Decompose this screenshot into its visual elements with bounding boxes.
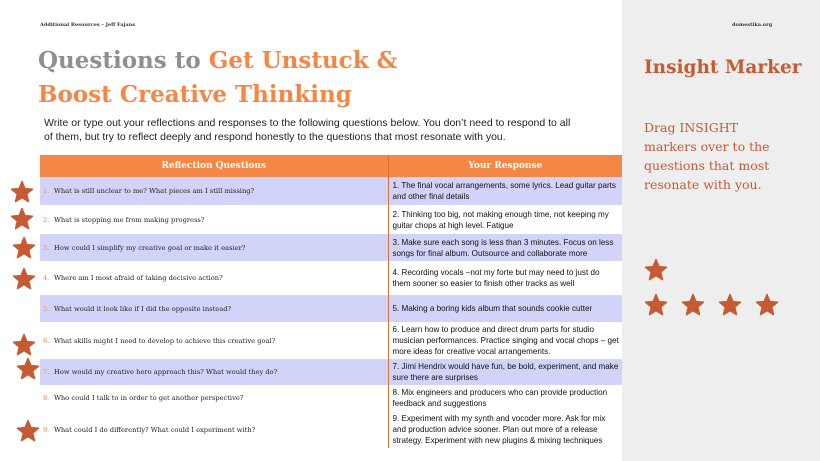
question-cell [40, 234, 388, 261]
column-header-questions: Reflection Questions [40, 155, 388, 177]
page-title [38, 44, 397, 112]
response-cell[interactable]: 8. Mix engineers and producers who can provide production feedback and suggestions [388, 385, 622, 411]
response-cell[interactable]: 7. Jimi Hendrix would have fun, be bold, experiment, and make sure there are surprises [388, 359, 622, 385]
response-cell[interactable]: 5. Making a boring kids album that sounds cookie cutter [388, 295, 622, 322]
header-resource-label: Additional Resources – Jeff Fajans [40, 22, 136, 28]
insight-star-icon[interactable] [10, 207, 34, 231]
question-text: What could I do differently? What could I experiment with? [54, 425, 256, 434]
question-number: 5. [43, 304, 50, 313]
insight-star-icon[interactable] [681, 293, 705, 317]
insight-star-icon[interactable] [718, 293, 742, 317]
question-text: Who could I talk to in order to get another perspective? [54, 394, 244, 402]
table-row [40, 261, 622, 295]
table-row [40, 295, 622, 322]
question-cell [40, 359, 388, 385]
reflection-table [40, 155, 622, 448]
title-part-3: Boost Creative Thinking [38, 81, 352, 108]
question-cell [40, 295, 388, 322]
table-row [40, 322, 622, 359]
table-row [40, 177, 622, 205]
question-number: 8. [43, 394, 50, 402]
insight-star-icon[interactable] [12, 236, 36, 260]
question-number: 3. [43, 243, 50, 252]
question-number: 7. [43, 368, 50, 376]
title-part-2: Get Unstuck & [208, 47, 398, 74]
table-row [40, 411, 622, 448]
response-cell[interactable]: 1. The final vocal arrangements, some lyrics. Lead guitar parts and other final details [388, 177, 622, 205]
table-row [40, 205, 622, 234]
question-text: What skills might I need to develop to achieve this creative goal? [54, 336, 276, 345]
insight-star-icon[interactable] [12, 267, 36, 291]
question-cell [40, 177, 388, 205]
question-text: What is still unclear to me? What pieces am I still missing? [54, 187, 255, 195]
table-row [40, 234, 622, 261]
question-number: 2. [43, 215, 50, 224]
response-cell[interactable]: 6. Learn how to produce and direct drum parts for studio musician performances. Practice singing and vocal chops – get more ideas for creative vocal arrangements. [388, 322, 622, 359]
table-row [40, 385, 622, 411]
column-header-response: Your Response [388, 155, 622, 177]
question-text: How would my creative hero approach this? What would they do? [54, 368, 278, 376]
question-cell [40, 411, 388, 448]
intro-text: Write or type out your reflections and responses to the following questions below. You don’t need to respond to all of them, but try to reflect deeply and respond honestly to the questions that most resonate with you. [44, 117, 571, 143]
question-text: How could I simplify my creative goal or make it easier? [54, 243, 246, 252]
question-cell [40, 261, 388, 295]
question-cell [40, 322, 388, 359]
insight-star-icon[interactable] [755, 293, 779, 317]
question-cell [40, 385, 388, 411]
insight-star-icon[interactable] [12, 333, 36, 357]
insight-star-icon[interactable] [16, 357, 40, 381]
question-cell [40, 205, 388, 234]
insight-marker-title: Insight Marker [644, 57, 802, 78]
question-number: 6. [43, 336, 50, 345]
response-cell[interactable]: 9. Experiment with my synth and vocoder more. Ask for mix and production advice sooner. Plan out more of a release strategy. Experiment with new plugins & mixing techniques [388, 411, 622, 448]
question-text: What is stopping me from making progress? [54, 215, 205, 224]
response-cell[interactable]: 2. Thinking too big, not making enough time, not keeping my guitar chops at high level. Fatigue [388, 205, 622, 234]
question-text: What would it look like if I did the opposite instead? [54, 304, 232, 313]
header-site-label: domestika.org [732, 22, 773, 28]
insight-star-icon[interactable] [644, 258, 668, 282]
question-number: 4. [43, 274, 50, 282]
insight-star-icon[interactable] [644, 293, 668, 317]
table-header-row [40, 155, 622, 177]
question-number: 1. [43, 187, 50, 195]
question-number: 9. [43, 425, 50, 434]
response-cell[interactable]: 4. Recording vocals –not my forte but may need to just do them sooner so easier to finish other tracks as well [388, 261, 622, 295]
title-part-1: Questions to [38, 47, 209, 74]
question-text: Where am I most afraid of taking decisive action? [54, 274, 223, 282]
table-row [40, 359, 622, 385]
response-cell[interactable]: 3. Make sure each song is less than 3 minutes. Focus on less songs for final album. Outsource and collaborate more [388, 234, 622, 261]
insight-star-icon[interactable] [10, 180, 34, 204]
insight-marker-description: Drag INSIGHT markers over to the questions that most resonate with you. [644, 120, 770, 192]
insight-star-icon[interactable] [16, 419, 40, 443]
